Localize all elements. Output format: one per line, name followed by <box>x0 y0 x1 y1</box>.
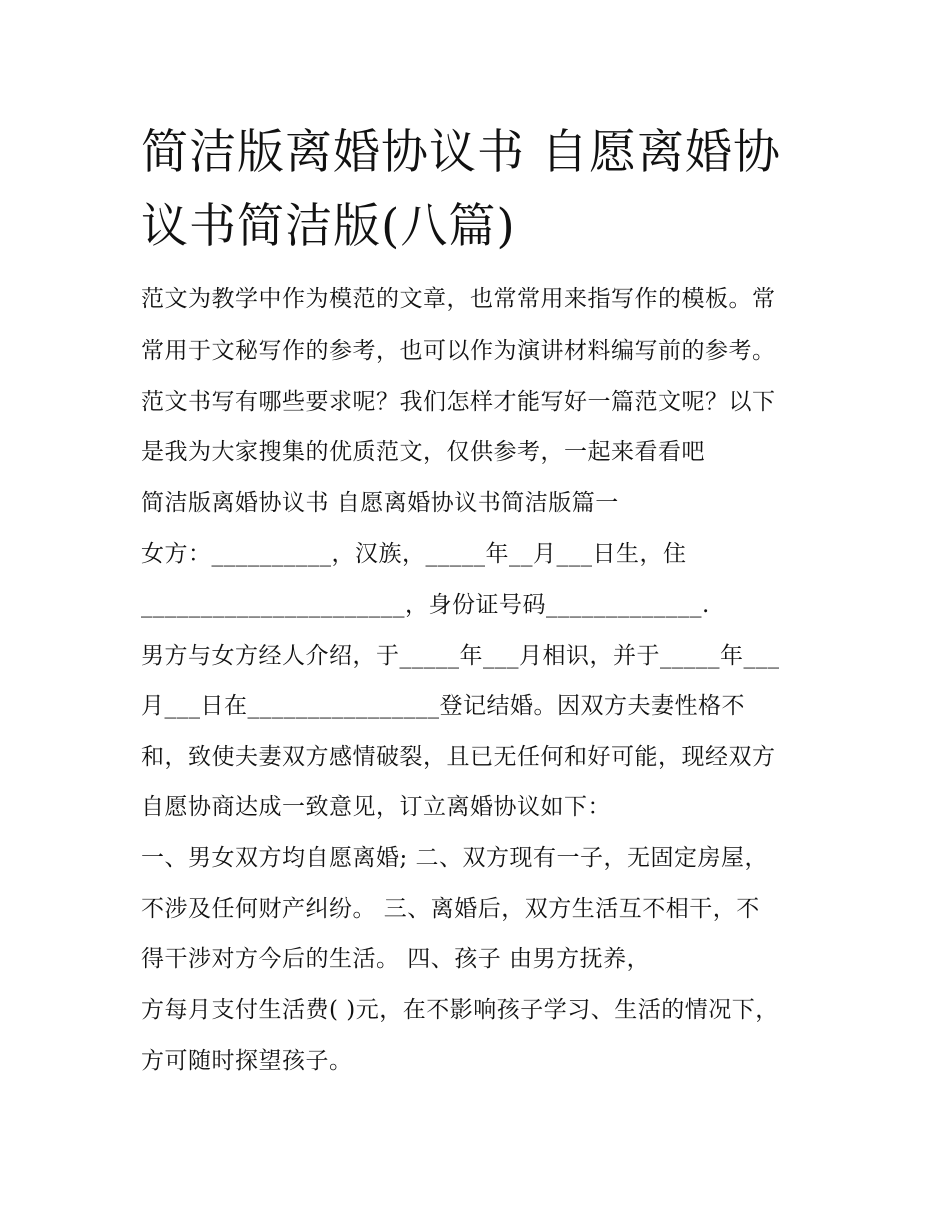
agreement-paragraph-line: 自愿协商达成一致意见，订立离婚协议如下： <box>141 794 611 820</box>
agreement-paragraph-line: 和，致使夫妻双方感情破裂，且已无任何和好可能，现经双方 <box>141 744 776 770</box>
terms-paragraph-line: 不涉及任何财产纠纷。 三、离婚后，双方生活互不相干，不 <box>141 896 760 922</box>
terms-paragraph-line: 方每月支付生活费( )元，在不影响孩子学习、生活的情况下， <box>141 997 779 1023</box>
agreement-paragraph-line: 男方与女方经人介绍，于_____年___月相识，并于_____年___ <box>141 643 780 669</box>
title-line: 简洁版离婚协议书 自愿离婚协 <box>141 125 781 180</box>
title-line: 议书简洁版(八篇) <box>141 199 516 254</box>
intro-paragraph-line: 是我为大家搜集的优质范文，仅供参考，一起来看看吧 <box>141 439 705 465</box>
intro-paragraph-line: 范文书写有哪些要求呢？我们怎样才能写好一篇范文呢？以下 <box>141 389 776 415</box>
terms-paragraph-line: 方可随时探望孩子。 <box>141 1048 353 1074</box>
intro-paragraph-line: 常用于文秘写作的参考，也可以作为演讲材料编写前的参考。 <box>141 338 776 364</box>
female-party-line: ______________________，身份证号码_____________. <box>141 592 710 618</box>
agreement-paragraph-line: 月___日在________________登记结婚。因双方夫妻性格不 <box>141 693 745 719</box>
section-heading: 简洁版离婚协议书 自愿离婚协议书简洁版篇一 <box>141 490 619 516</box>
terms-paragraph-line: 得干涉对方今后的生活。 四、孩子 由男方抚养， <box>141 946 651 972</box>
terms-paragraph-line: 一、男女双方均自愿离婚; 二、双方现有一子，无固定房屋， <box>141 845 769 871</box>
intro-paragraph-line: 范文为教学中作为模范的文章，也常常用来指写作的模板。常 <box>141 286 776 312</box>
document-title <box>141 116 821 264</box>
female-party-line: 女方：__________，汉族，_____年__月___日生，住 <box>141 541 687 567</box>
